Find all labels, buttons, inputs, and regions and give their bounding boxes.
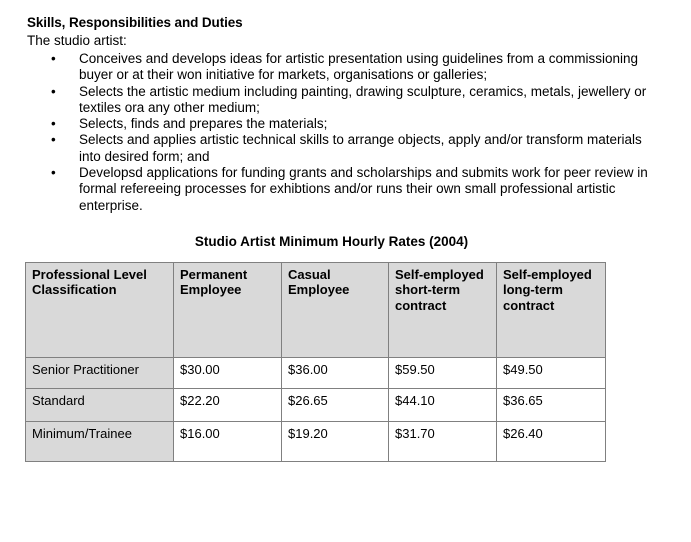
rates-table bbox=[25, 262, 606, 462]
bullet-icon: • bbox=[51, 83, 56, 99]
cell-permanent-employee: $30.00 bbox=[174, 357, 282, 388]
column-header-self-employed-long-term: Self-employed long-term contract bbox=[497, 262, 606, 357]
row-header-level: Minimum/Trainee bbox=[26, 421, 174, 461]
cell-permanent-employee: $16.00 bbox=[174, 421, 282, 461]
list-item bbox=[0, 165, 691, 214]
duty-text: Selects the artistic medium including painting, drawing sculpture, ceramics, metals, jewellery or textiles ora any other medium; bbox=[79, 83, 647, 115]
bullet-icon: • bbox=[51, 116, 56, 132]
bullet-icon: • bbox=[51, 51, 56, 66]
duty-text: Developsd applications for funding grants and scholarships and submits work for peer review in formal refereeing processes for exhibtions and/or runs their own small professional artistic enterprise. bbox=[79, 165, 648, 213]
row-header-level: Senior Practitioner bbox=[26, 357, 174, 388]
list-item bbox=[0, 132, 691, 165]
intro-line: The studio artist: bbox=[27, 33, 127, 48]
bullet-icon: • bbox=[51, 132, 56, 148]
duty-text: Selects, finds and prepares the materials; bbox=[79, 116, 328, 132]
cell-self-employed-short-term: $31.70 bbox=[389, 421, 497, 461]
cell-casual-employee: $26.65 bbox=[282, 388, 389, 421]
cell-self-employed-long-term: $36.65 bbox=[497, 388, 606, 421]
column-header-level: Professional Level Classification bbox=[26, 262, 174, 357]
duty-text: Selects and applies artistic technical skills to arrange objects, apply and/or transform materials into desired form; and bbox=[79, 132, 642, 164]
cell-self-employed-long-term: $49.50 bbox=[497, 357, 606, 388]
column-header-permanent-employee: Permanent Employee bbox=[174, 262, 282, 357]
row-header-level: Standard bbox=[26, 388, 174, 421]
rates-table-container bbox=[25, 262, 605, 462]
cell-self-employed-long-term: $26.40 bbox=[497, 421, 606, 461]
duty-text: Conceives and develops ideas for artistic presentation using guidelines from a commissioning buyer or at their won initiative for markets, organisations or galleries; bbox=[79, 51, 639, 83]
table-caption: Studio Artist Minimum Hourly Rates (2004) bbox=[194, 233, 469, 249]
cell-casual-employee: $19.20 bbox=[282, 421, 389, 461]
section-heading: Skills, Responsibilities and Duties bbox=[27, 15, 243, 30]
cell-self-employed-short-term: $59.50 bbox=[389, 357, 497, 388]
duties-list bbox=[0, 51, 691, 214]
table-header-row bbox=[26, 262, 606, 357]
cell-permanent-employee: $22.20 bbox=[174, 388, 282, 421]
table-row bbox=[26, 388, 606, 421]
column-header-self-employed-short-term: Self-employed short-term contract bbox=[389, 262, 497, 357]
list-item bbox=[0, 51, 691, 84]
table-row bbox=[26, 357, 606, 388]
cell-self-employed-short-term: $44.10 bbox=[389, 388, 497, 421]
bullet-icon: • bbox=[51, 165, 56, 181]
table-row bbox=[26, 421, 606, 461]
cell-casual-employee: $36.00 bbox=[282, 357, 389, 388]
column-header-casual-employee: Casual Employee bbox=[282, 262, 389, 357]
list-item bbox=[0, 116, 691, 132]
list-item bbox=[0, 84, 691, 117]
